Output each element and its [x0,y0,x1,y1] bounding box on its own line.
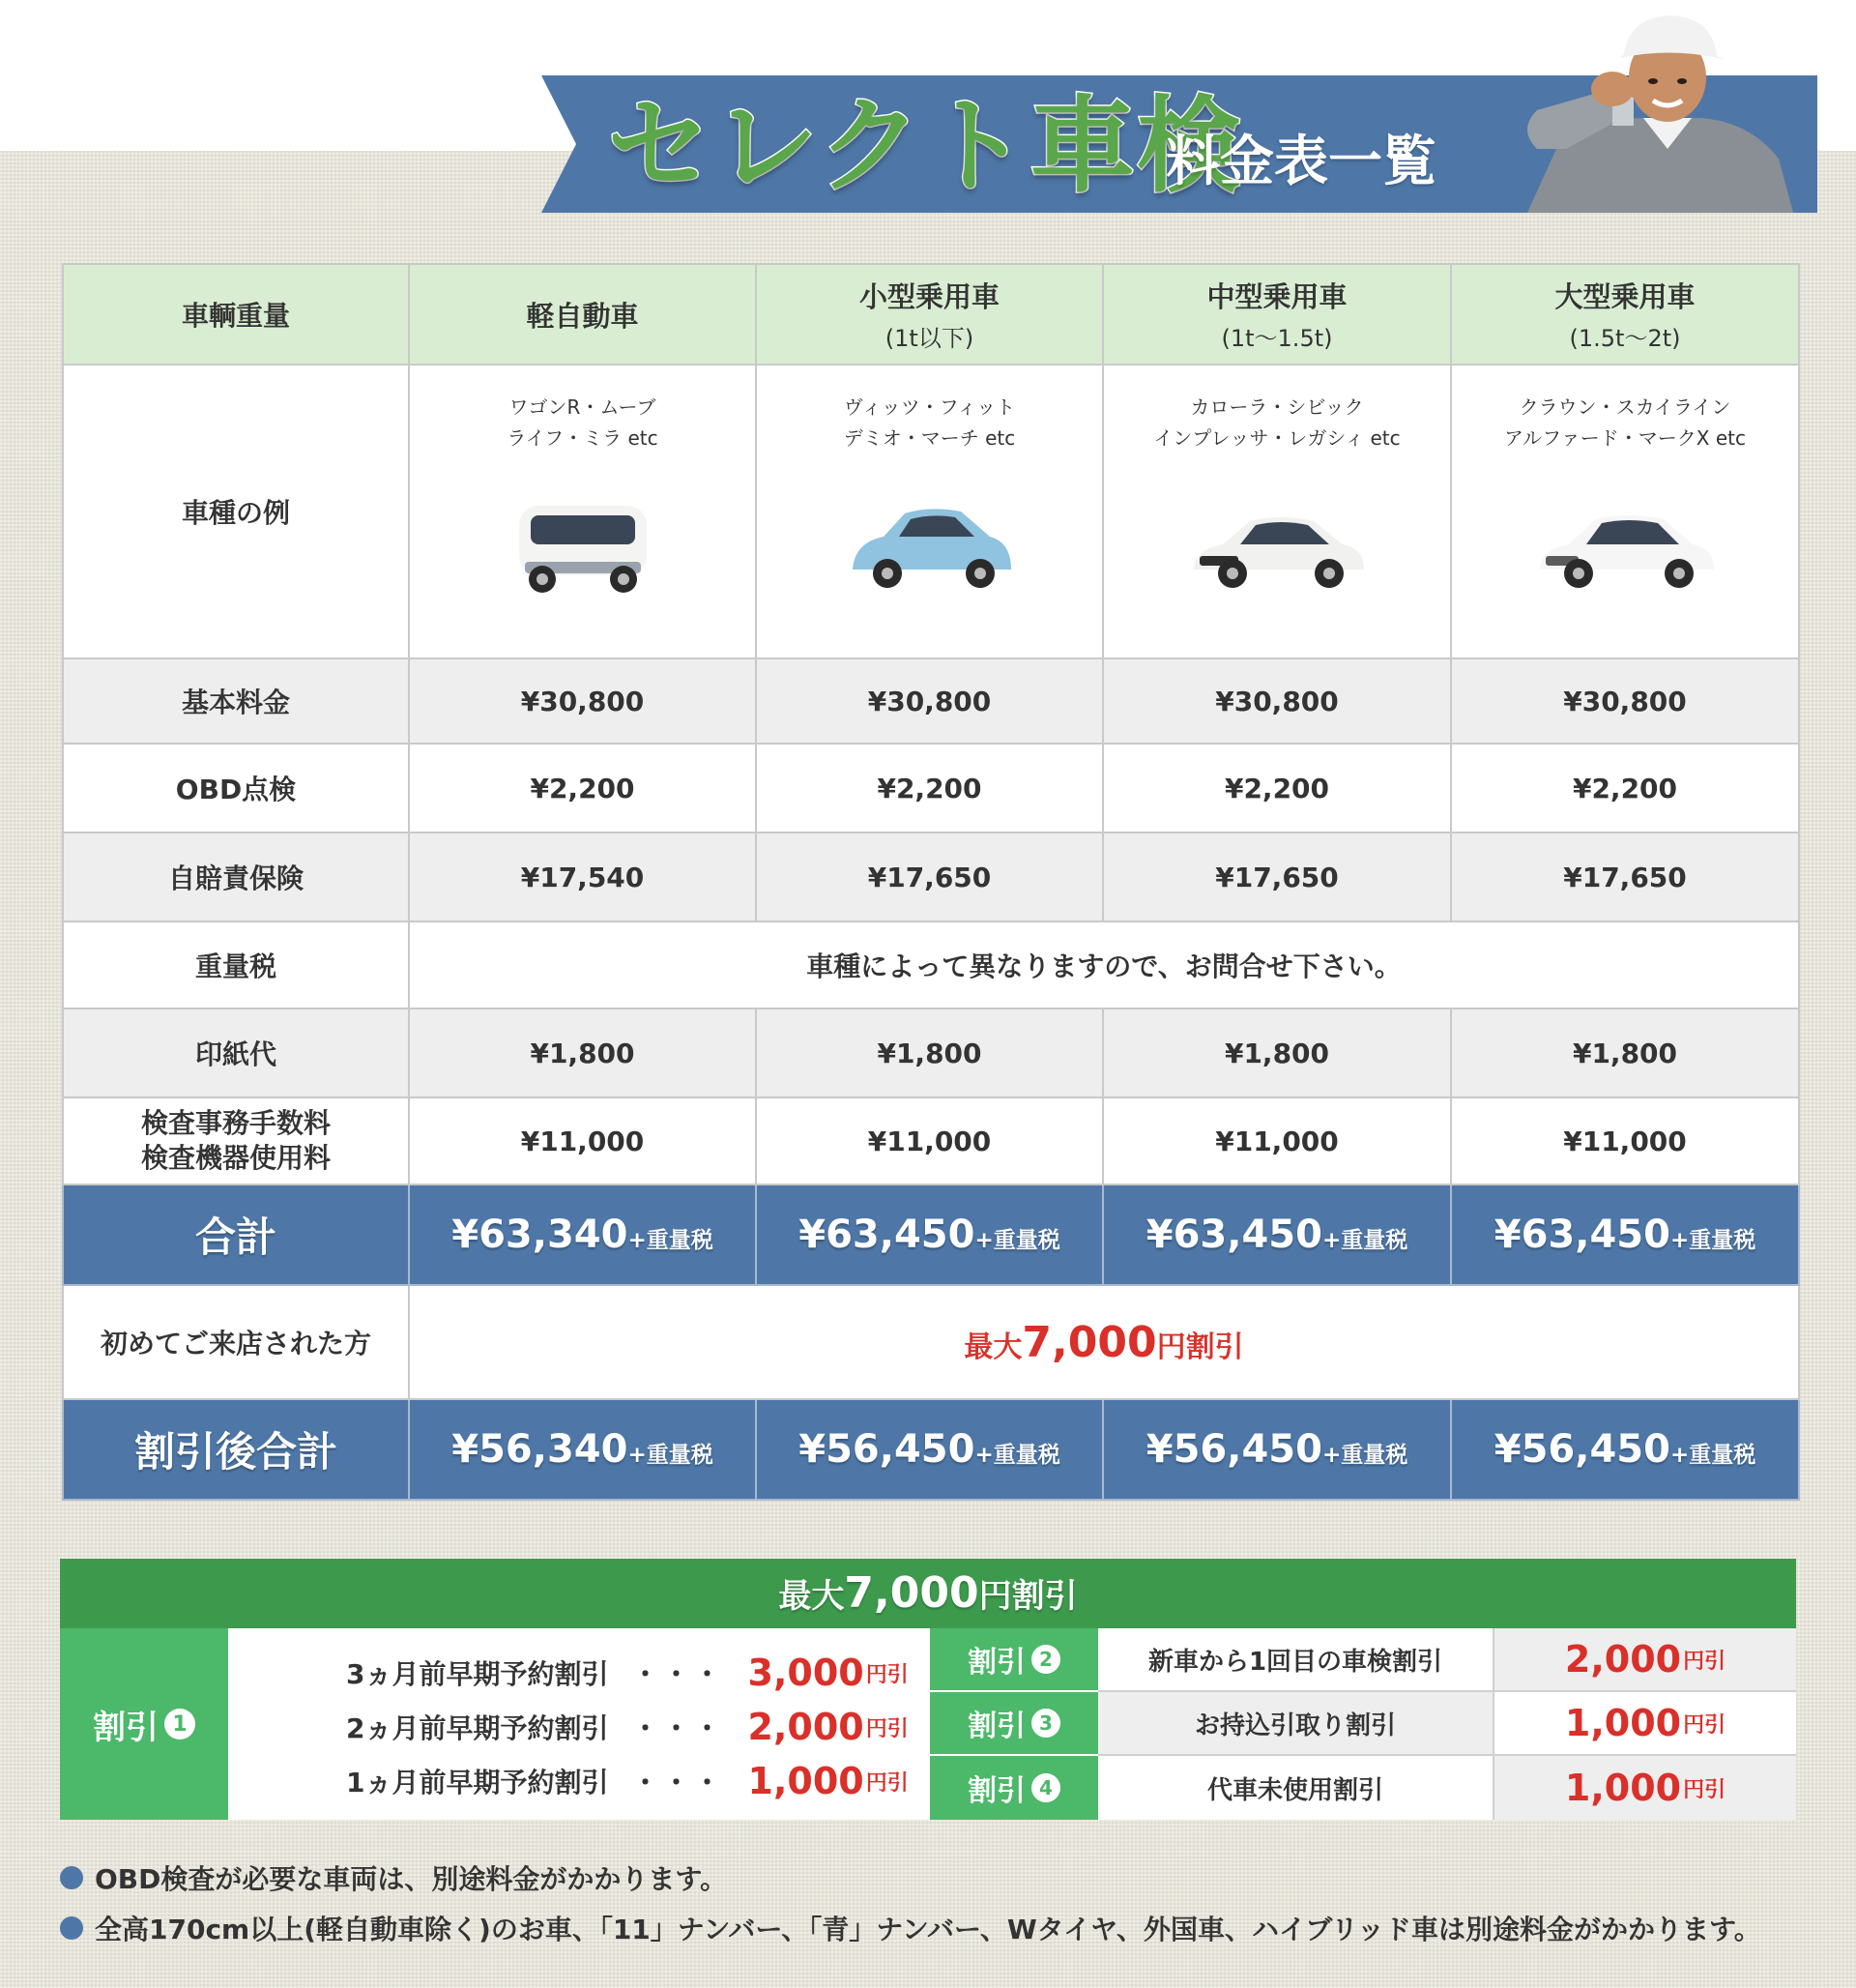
price-cell: ¥2,200 [409,744,756,833]
total-price: ¥63,340 [451,1213,628,1257]
mechanic-illustration [1498,4,1798,213]
tax-suffix: +重量税 [1321,1228,1408,1253]
bullet-icon [60,1866,83,1889]
discount-name: 3ヵ月前早期予約割引 [346,1658,609,1690]
header-row [63,264,1799,365]
discount-amount: 7,000 [1022,1317,1157,1367]
models-cell [409,365,756,658]
row-after-discount-total [63,1399,1799,1500]
note-item [60,1903,1761,1953]
models-cell [1451,365,1799,658]
models-line: アルファード・マークX etc [1503,426,1746,450]
number-circle-icon: 1 [164,1709,195,1740]
price-cell: ¥30,800 [756,658,1103,744]
discount-1-list [228,1628,930,1820]
total-cell [409,1399,756,1500]
discount-3-name: お持込引取り割引 [1098,1692,1494,1756]
col-header-large [1451,264,1799,365]
discount-suffix: 円割引 [1156,1330,1244,1364]
models-cell [1103,365,1451,658]
total-cell [1451,1184,1799,1285]
page-subtitle: 料金表一覧 [1166,131,1436,193]
car-icon [833,486,1027,602]
list-item [228,1700,930,1754]
discount-unit: 円引 [1683,1777,1726,1802]
discount-unit: 円引 [865,1662,909,1687]
leader-dots: ・・・ [631,1767,725,1798]
discount-3-label [930,1692,1098,1756]
price-cell: ¥30,800 [1103,658,1451,744]
price-cell: ¥30,800 [1451,658,1799,744]
row-label-line: 検査機器使用料 [140,1142,331,1174]
discount-unit: 円引 [1683,1712,1726,1738]
note-text: 全高170cm以上(軽自動車除く)のお車、「11」ナンバー、「青」ナンバー、Wタイヤ、外国車、ハイブリッド車は別途料金がかかります。 [95,1914,1761,1945]
discount-2-name: 新車から1回目の車検割引 [1098,1628,1494,1692]
price-cell: ¥11,000 [1451,1097,1799,1184]
weight-tax-note: 車種によって異なりますので、お問合せ下さい。 [409,921,1799,1009]
discount-amount: 2,000 [1564,1638,1682,1681]
models-label: 車種の例 [63,365,409,658]
row-label: 自賠責保険 [63,833,409,921]
tax-suffix: +重量税 [1321,1443,1408,1468]
discount-amount: 1,000 [747,1760,864,1802]
total-cell [409,1184,756,1285]
price-cell: ¥30,800 [409,658,756,744]
price-cell: ¥11,000 [409,1097,756,1184]
discount-unit: 円引 [865,1716,909,1741]
discount-name: 1ヵ月前早期予約割引 [346,1767,609,1798]
row-inspection-fees [63,1097,1799,1184]
price-cell: ¥17,650 [756,833,1103,921]
discount-amount: 3,000 [747,1652,864,1694]
discount-unit: 円引 [1683,1649,1726,1674]
discount-4-amount [1494,1756,1796,1820]
notes [60,1853,1761,1953]
models-line: デミオ・マーチ etc [843,426,1016,450]
models-line: ワゴンR・ムーブ [508,395,656,419]
total-cell [756,1184,1103,1285]
col-header-small [756,264,1103,365]
discount-label-text: 割引 [968,1646,1026,1680]
total-price: ¥63,450 [1146,1213,1322,1257]
tax-suffix: +重量税 [627,1228,713,1253]
discount-4-label [930,1756,1098,1820]
price-cell: ¥1,800 [409,1009,756,1097]
after-total-label: 割引後合計 [63,1399,409,1500]
first-visit-discount [409,1285,1799,1399]
row-label: 印紙代 [63,1009,409,1097]
car-icon [1180,486,1374,602]
discount-1-label [60,1628,228,1820]
discount-4-name: 代車未使用割引 [1098,1756,1494,1820]
row-weight-tax [63,921,1799,1009]
row-insurance [63,833,1799,921]
number-circle-icon: 4 [1031,1773,1060,1802]
discount-label-text: 割引 [93,1708,159,1747]
price-cell: ¥17,650 [1103,833,1451,921]
price-cell: ¥2,200 [756,744,1103,833]
total-label: 合計 [63,1184,409,1285]
total-cell [756,1399,1103,1500]
leader-dots: ・・・ [631,1658,725,1690]
models-row [63,365,1799,658]
discount-3-amount [1494,1692,1796,1756]
note-item [60,1853,1761,1903]
tax-suffix: +重量税 [1669,1443,1756,1468]
price-cell: ¥2,200 [1103,744,1451,833]
models-line: クラウン・スカイライン [1519,395,1731,419]
discount-unit: 円引 [865,1770,909,1796]
total-price: ¥63,450 [1494,1213,1670,1257]
price-cell: ¥17,540 [409,833,756,921]
row-basic-fee [63,658,1799,744]
after-total-price: ¥56,450 [798,1427,975,1472]
corner-label: 車輌重量 [63,264,409,365]
list-item [228,1754,930,1808]
models-line: インプレッサ・レガシィ etc [1153,426,1401,450]
row-label-line: 検査事務手数料 [140,1107,331,1139]
tax-suffix: +重量税 [974,1228,1060,1253]
col-weight: (1.5t〜2t) [1569,325,1681,352]
col-name: 中型乗用車 [1206,280,1348,313]
discount-label-text: 割引 [968,1710,1026,1743]
models-line: ライフ・ミラ etc [507,426,658,450]
col-weight: (1t以下) [884,325,974,352]
note-text: OBD検査が必要な車両は、別途料金がかかります。 [95,1863,728,1895]
discount-prefix: 最大 [964,1330,1023,1364]
models-line: カローラ・シビック [1190,395,1364,419]
bullet-icon [60,1916,83,1940]
leader-dots: ・・・ [631,1712,725,1744]
price-cell: ¥1,800 [756,1009,1103,1097]
first-visit-label: 初めてご来店された方 [63,1285,409,1399]
row-label: 重量税 [63,921,409,1009]
col-name: 軽自動車 [526,299,639,333]
tax-suffix: +重量税 [1669,1228,1756,1253]
row-label: 基本料金 [63,658,409,744]
total-cell [1103,1399,1451,1500]
price-cell: ¥17,650 [1451,833,1799,921]
discount-amount: 2,000 [747,1706,864,1748]
list-item [228,1646,930,1700]
col-header-medium [1103,264,1451,365]
price-cell: ¥1,800 [1451,1009,1799,1097]
models-line: ヴィッツ・フィット [843,395,1016,419]
col-name: 大型乗用車 [1554,280,1696,313]
models-cell [756,365,1103,658]
total-cell [1103,1184,1451,1285]
row-first-visit [63,1285,1799,1399]
row-obd [63,744,1799,833]
number-circle-icon: 2 [1031,1645,1060,1674]
total-cell [1451,1399,1799,1500]
price-cell: ¥11,000 [756,1097,1103,1184]
page-title: セレクト車検 [607,86,1243,207]
discount-2-label [930,1628,1098,1692]
discount-2-amount [1494,1628,1796,1692]
car-icon [1528,486,1722,602]
row-stamp [63,1009,1799,1097]
tax-suffix: +重量税 [974,1443,1060,1468]
car-icon [486,486,680,602]
discount-label-text: 割引 [968,1774,1026,1808]
discount-head-suffix: 円割引 [978,1577,1078,1616]
col-weight: (1t〜1.5t) [1221,325,1333,352]
discount-head-amount: 7,000 [844,1568,979,1618]
price-cell: ¥11,000 [1103,1097,1451,1184]
after-total-price: ¥56,340 [451,1427,628,1472]
row-label: OBD点検 [63,744,409,833]
discount-name: 2ヵ月前早期予約割引 [346,1712,609,1744]
discount-amount: 1,000 [1564,1702,1682,1744]
price-cell: ¥1,800 [1103,1009,1451,1097]
row-label [63,1097,409,1184]
discount-head-prefix: 最大 [778,1577,845,1616]
price-cell: ¥2,200 [1451,744,1799,833]
tax-suffix: +重量税 [627,1443,713,1468]
discount-amount: 1,000 [1564,1767,1682,1809]
price-table [62,263,1800,1501]
after-total-price: ¥56,450 [1494,1427,1670,1472]
row-total [63,1184,1799,1285]
col-name: 小型乗用車 [858,280,1000,313]
total-price: ¥63,450 [798,1213,975,1257]
col-header-kei [409,264,756,365]
discount-panel-header [60,1559,1796,1628]
number-circle-icon: 3 [1031,1709,1060,1738]
discount-panel [60,1559,1796,1820]
after-total-price: ¥56,450 [1146,1427,1322,1472]
